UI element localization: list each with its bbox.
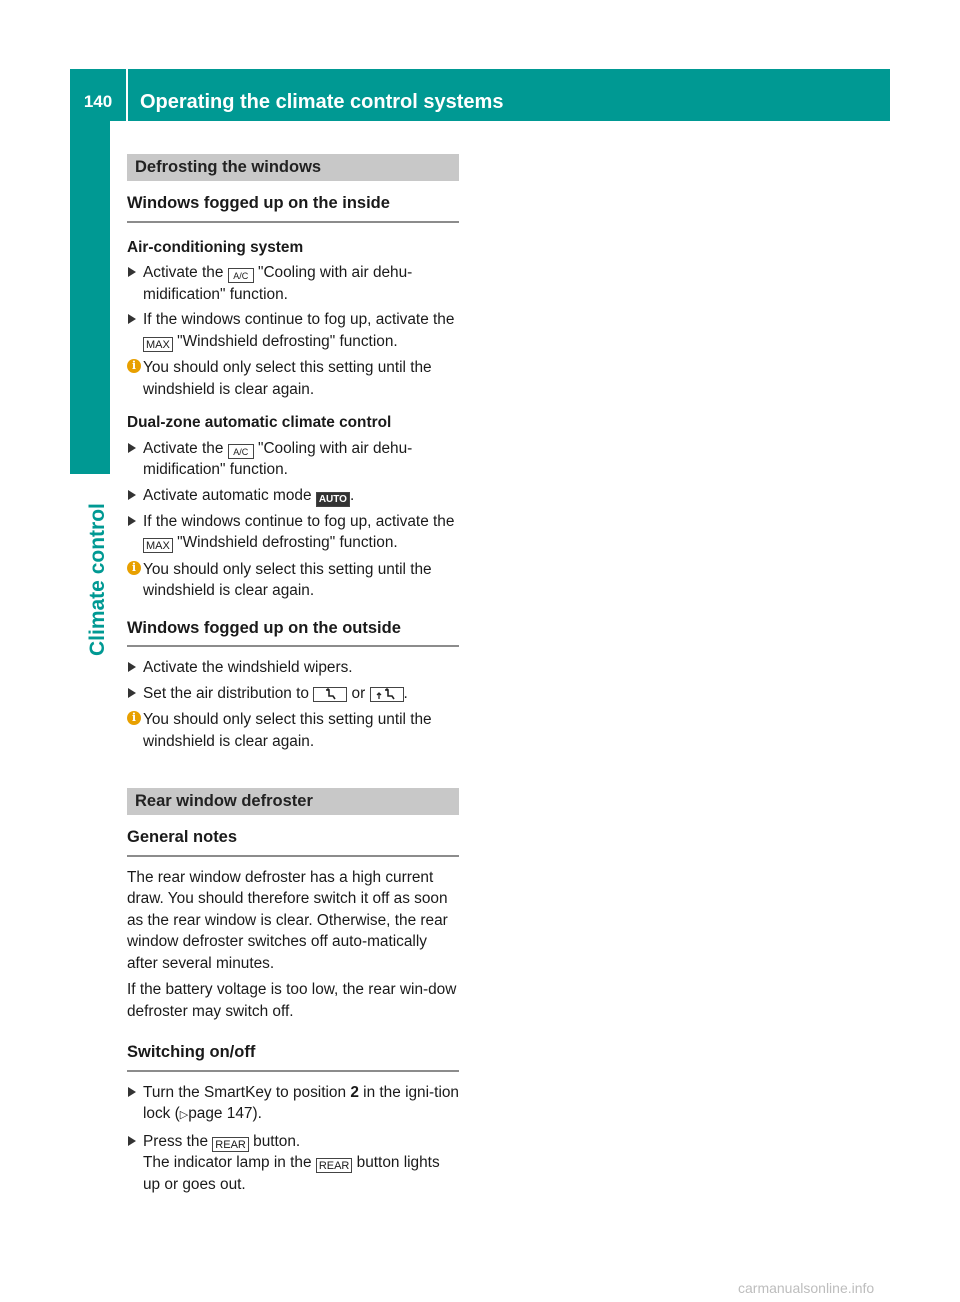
chapter-tab-block [70,121,110,474]
info-note-dz: i You should only select this setting until the windshield is clear again. [127,559,459,602]
step-outside-2: Set the air distribution to or . [127,683,459,705]
step-arrow-icon [128,1087,136,1097]
step-arrow-icon [128,688,136,698]
heading-switching: Switching on/off [127,1042,459,1072]
step-ac-1: Activate the A/C "Cooling with air dehu-midification" function. [127,262,459,305]
content-column [127,154,459,1195]
step-arrow-icon [128,267,136,277]
header-title: Operating the climate control systems [140,91,504,113]
rear-defroster-button-icon: REAR [316,1158,353,1173]
step-dz-2: Activate automatic mode AUTO . [127,485,459,507]
heading-fogged-outside: Windows fogged up on the outside [127,618,459,648]
step-ac-2: If the windows continue to fog up, activate the MAX "Windshield defrosting" function. [127,309,459,352]
info-icon: i [127,359,141,373]
page-reference-link[interactable]: page 147 [188,1105,253,1122]
section-title-defrosting: Defrosting the windows [127,154,459,181]
general-notes-para-2: If the battery voltage is too low, the rear win-dow defroster may switch off. [127,981,457,1020]
heading-general-notes: General notes [127,827,459,857]
step-arrow-icon [128,314,136,324]
step-dz-3: If the windows continue to fog up, activate the MAX "Windshield defrosting" function. [127,511,459,554]
page-header [70,69,890,121]
windshield-max-defrost-icon: MAX [143,538,173,553]
step-arrow-icon [128,516,136,526]
heading-ac-system: Air-conditioning system [127,238,304,256]
air-distribution-windshield-footwell-icon [370,687,404,702]
step-outside-1: Activate the windshield wipers. [127,657,459,679]
step-arrow-icon [128,1136,136,1146]
auto-mode-icon: AUTO [316,492,350,507]
step-arrow-icon [128,490,136,500]
ac-button-icon: A/C [228,268,254,283]
section-title-rear-defroster: Rear window defroster [127,788,459,815]
step-dz-1: Activate the A/C "Cooling with air dehu-midification" function. [127,438,459,481]
info-icon: i [127,711,141,725]
windshield-max-defrost-icon: MAX [143,337,173,352]
ac-button-icon: A/C [228,444,254,459]
step-arrow-icon [128,443,136,453]
step-arrow-icon [128,662,136,672]
air-distribution-footwell-icon [313,687,347,702]
page-ref-arrow-icon: ▷ [179,1109,189,1121]
info-icon: i [127,561,141,575]
general-notes-para-1: The rear window defroster has a high current draw. You should therefore switch it off as soon as the rear window is clear. Otherwise, the rear window defroster switches off auto-matically after several minutes. [127,868,448,972]
watermark: carmanualsonline.info [738,1280,875,1296]
step-switch-1: Turn the SmartKey to position 2 in the igni-tion lock (▷page 147). [127,1082,459,1127]
step-switch-2: Press the REAR button. The indicator lamp in the REAR button lights up or goes out. [127,1131,459,1196]
info-note-ac: i You should only select this setting until the windshield is clear again. [127,357,459,400]
page-number: 140 [83,92,113,111]
chapter-label: Climate control [86,503,109,656]
header-divider [126,69,128,121]
heading-dual-zone: Dual-zone automatic climate control [127,414,392,431]
rear-defroster-button-icon: REAR [212,1137,249,1152]
heading-fogged-inside: Windows fogged up on the inside [127,193,459,223]
info-note-outside: i You should only select this setting until the windshield is clear again. [127,709,459,752]
